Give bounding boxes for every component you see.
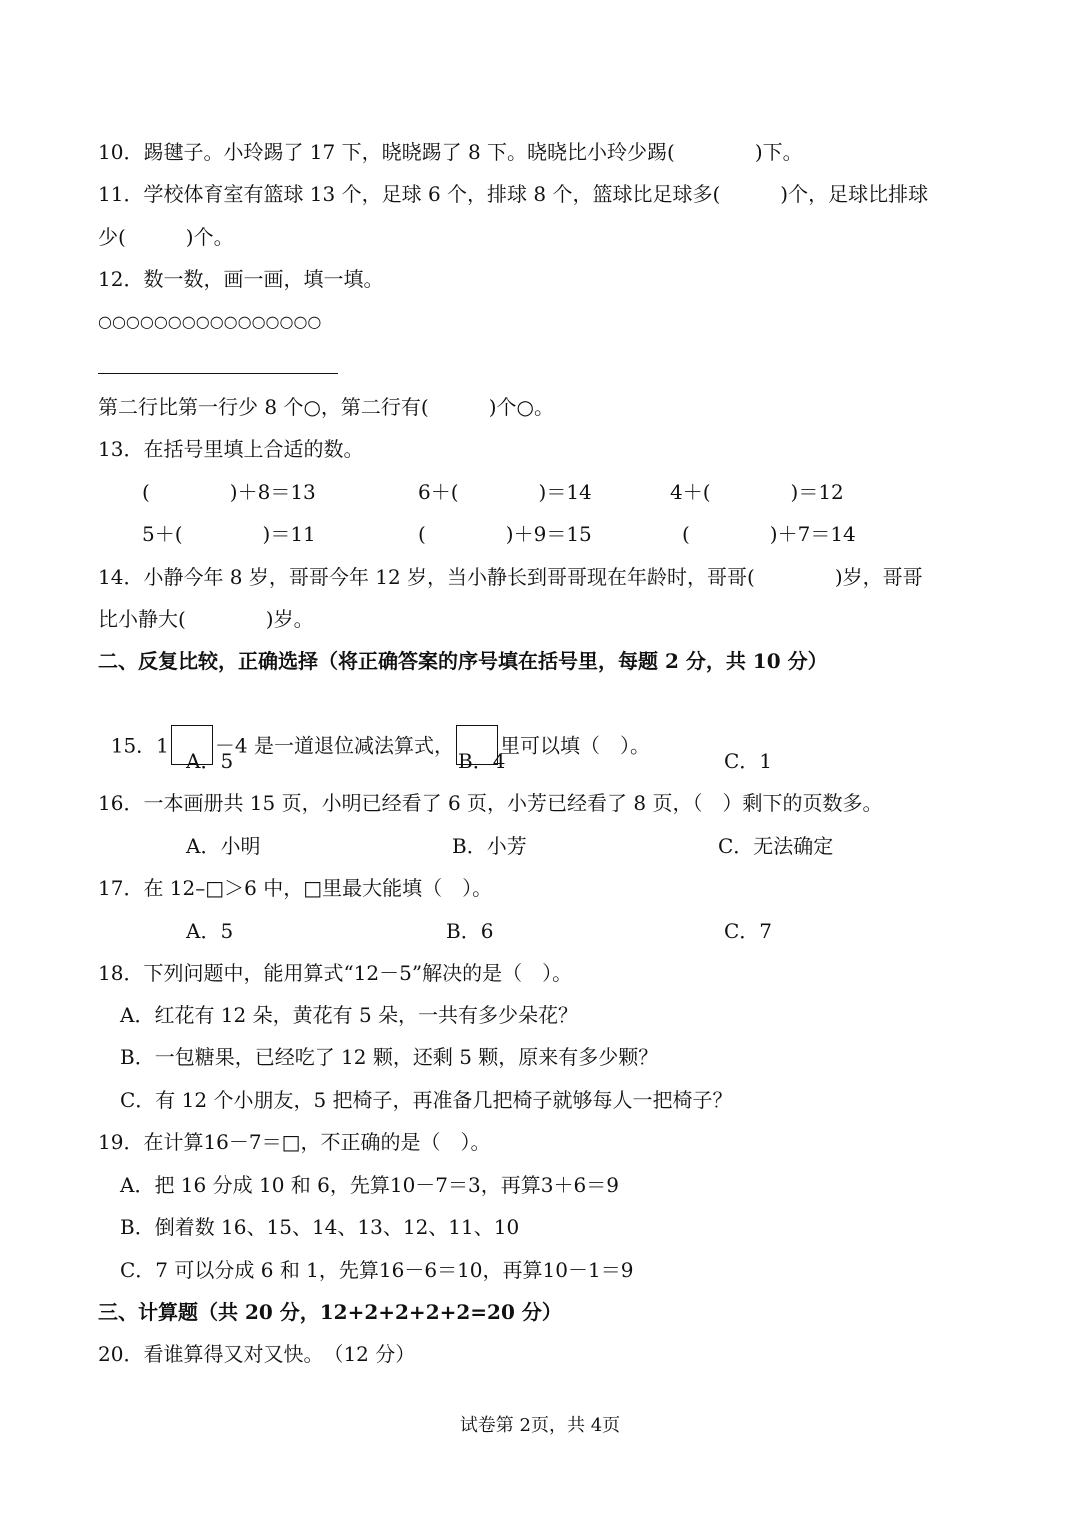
question-14-line1: 14．小静今年 8 岁，哥哥今年 12 岁，当小静长到哥哥现在年龄时，哥哥( )岁，哥哥 xyxy=(98,565,923,589)
section-3-heading: 三、计算题（共 20 分，12+2+2+2+2=20 分） xyxy=(98,1300,562,1324)
question-19: 19．在计算16－7＝□，不正确的是（ ）。 xyxy=(98,1130,491,1154)
question-12-blank-line xyxy=(98,373,338,374)
question-12-circles: ○○○○○○○○○○○○○○○○ xyxy=(98,312,322,331)
question-18-option-c: C．有 12 个小朋友，5 把椅子，再准备几把椅子就够每人一把椅子？ xyxy=(120,1088,733,1112)
question-17-option-c: C．7 xyxy=(724,919,773,943)
question-15-middle: －4 是一道退位减法算式， xyxy=(214,733,454,758)
question-19-option-a: A．把 16 分成 10 和 6，先算10－7＝3，再算3＋6＝9 xyxy=(120,1173,619,1197)
question-13-item-6: ( )＋7＝14 xyxy=(682,522,856,546)
question-10: 10．踢毽子。小玲踢了 17 下，晓晓踢了 8 下。晓晓比小玲少踢( )下。 xyxy=(98,140,803,164)
question-15-prefix: 15．1 xyxy=(110,733,169,758)
question-18-option-a: A．红花有 12 朵，黄花有 5 朵，一共有多少朵花？ xyxy=(120,1003,579,1027)
question-11-line1: 11．学校体育室有篮球 13 个，足球 6 个，排球 8 个，篮球比足球多( )个，足球比排球 xyxy=(98,182,929,206)
question-17-option-b: B．6 xyxy=(446,919,494,943)
question-16-option-b: B．小芳 xyxy=(452,834,527,858)
question-13: 13．在括号里填上合适的数。 xyxy=(98,437,364,461)
page-footer: 试卷第 2页，共 4页 xyxy=(459,1415,621,1436)
question-16-option-c: C．无法确定 xyxy=(718,834,834,858)
question-15-option-a: A．5 xyxy=(186,749,234,773)
question-15-option-b: B．4 xyxy=(458,749,506,773)
question-12-text: 第二行比第一行少 8 个○，第二行有( )个○。 xyxy=(98,395,554,419)
question-17-option-a: A．5 xyxy=(186,919,234,943)
question-16-option-a: A．小明 xyxy=(186,834,261,858)
question-14-line2: 比小静大( )岁。 xyxy=(98,607,314,631)
question-12: 12．数一数，画一画，填一填。 xyxy=(98,267,384,291)
question-15-suffix: 里可以填（ ）。 xyxy=(500,733,650,758)
question-13-item-5: ( )＋9＝15 xyxy=(418,522,592,546)
question-15-option-c: C．1 xyxy=(724,749,773,773)
question-15 xyxy=(98,697,650,758)
question-20: 20．看谁算得又对又快。 （12 分） xyxy=(98,1342,416,1366)
section-2-heading: 二、反复比较，正确选择（将正确答案的序号填在括号里，每题 2 分，共 10 分） xyxy=(98,649,828,673)
question-18-option-b: B．一包糖果，已经吃了 12 颗，还剩 5 颗，原来有多少颗？ xyxy=(120,1045,659,1069)
question-18: 18．下列问题中，能用算式“12－5”解决的是（ ）。 xyxy=(98,961,573,985)
question-13-item-4: 5＋( )＝11 xyxy=(142,522,316,546)
question-17: 17．在 12–□＞6 中，□里最大能填（ ）。 xyxy=(98,876,493,900)
question-13-item-1: ( )＋8＝13 xyxy=(142,480,316,504)
question-13-item-3: 4＋( )＝12 xyxy=(670,480,844,504)
question-16: 16．一本画册共 15 页，小明已经看了 6 页，小芳已经看了 8 页，（ ）剩下的页数多。 xyxy=(98,791,883,815)
question-11-line2: 少( )个。 xyxy=(98,225,234,249)
question-19-option-c: C．7 可以分成 6 和 1，先算16－6＝10，再算10－1＝9 xyxy=(120,1258,634,1282)
question-13-item-2: 6＋( )＝14 xyxy=(418,480,592,504)
question-19-option-b: B．倒着数 16、15、14、13、12、11、10 xyxy=(120,1215,520,1239)
